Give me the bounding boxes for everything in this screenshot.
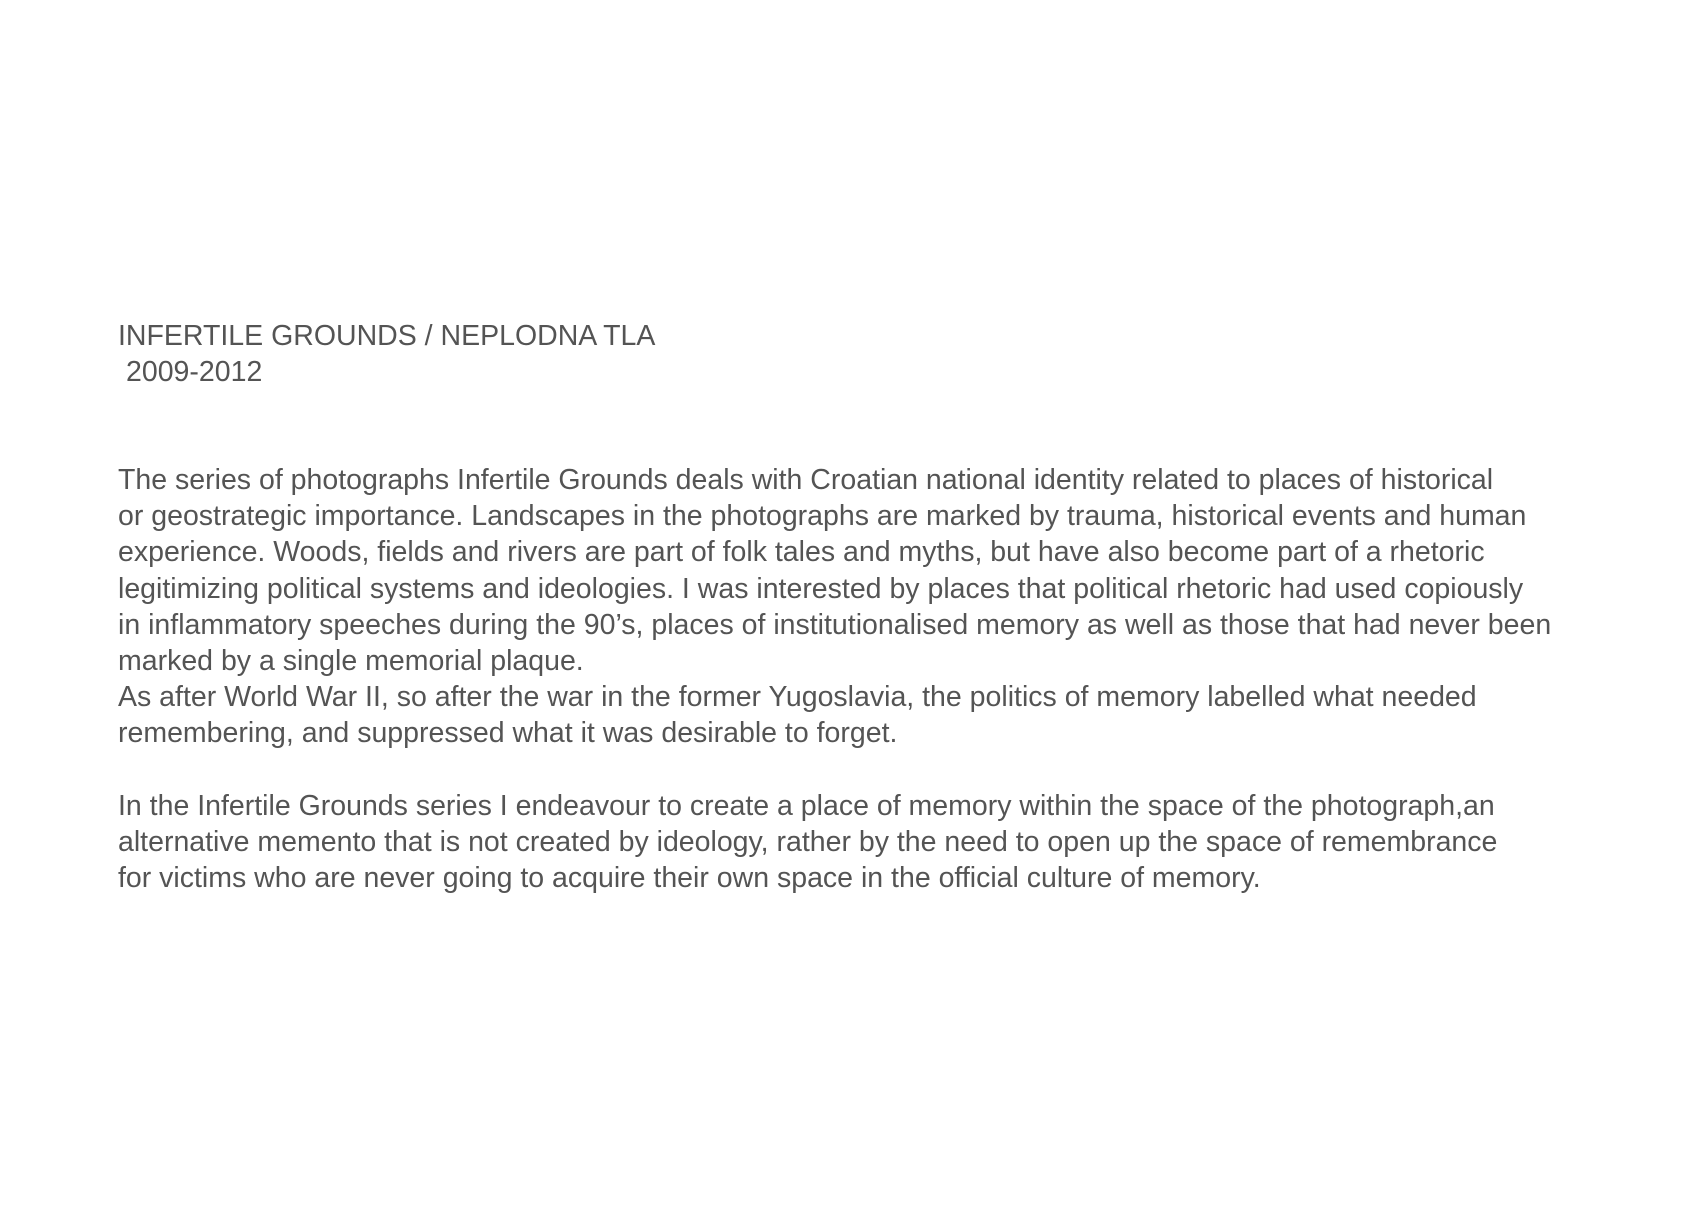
text-line: remembering, and suppressed what it was desirable to forget. — [118, 717, 898, 750]
paragraph-memory-politics — [118, 679, 1678, 751]
year-range: 2009-2012 — [126, 356, 263, 388]
page-title: INFERTILE GROUNDS / NEPLODNA TLA — [118, 320, 656, 352]
text-line: The series of photographs Infertile Grounds deals with Croatian national identity related to places of historical — [118, 464, 1494, 496]
text-line: legitimizing political systems and ideologies. I was interested by places that political rhetoric had used copiously — [118, 572, 1524, 605]
document-page — [118, 318, 1678, 895]
text-line: In the Infertile Grounds series I endeavour to create a place of memory within the space of the photograph,an — [118, 789, 1495, 822]
text-line: experience. Woods, fields and rivers are part of folk tales and myths, but have also become part of a rhetoric — [118, 536, 1485, 569]
text-line: or geostrategic importance. Landscapes in the photographs are marked by trauma, historical events and human — [118, 500, 1527, 533]
text-line: As after World War II, so after the war in the former Yugoslavia, the politics of memory labelled what needed — [118, 681, 1477, 714]
paragraph-spacer — [118, 752, 1678, 788]
text-line: for victims who are never going to acquire their own space in the official culture of memory. — [118, 862, 1261, 895]
text-line: alternative memento that is not created by ideology, rather by the need to open up the space of remembrance — [118, 825, 1498, 858]
text-line: in inflammatory speeches during the 90’s, places of institutionalised memory as well as those that had never been — [118, 608, 1552, 641]
paragraph-intro — [118, 462, 1678, 679]
body-text — [118, 462, 1678, 896]
text-line: marked by a single memorial plaque. — [118, 644, 584, 677]
paragraph-statement — [118, 788, 1678, 897]
